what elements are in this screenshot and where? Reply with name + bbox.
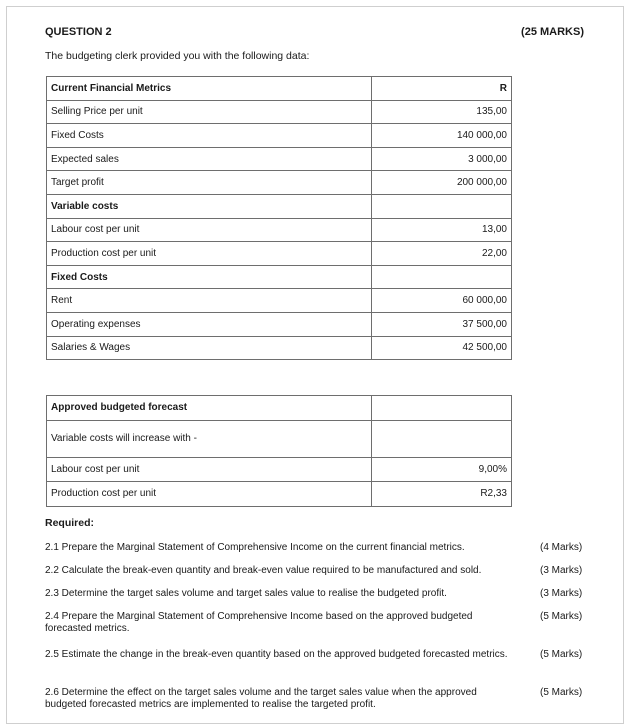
row-value: 9,00%: [372, 457, 512, 482]
section-label: Variable costs: [47, 194, 372, 218]
row-label: Fixed Costs: [47, 124, 372, 148]
table-row: [47, 482, 512, 507]
table-header-label: Approved budgeted forecast: [47, 396, 372, 421]
table-row: [47, 336, 512, 360]
question-2-3: 2.3 Determine the target sales volume and target sales value to realise the budgeted profit.: [45, 588, 447, 599]
row-label: Rent: [47, 289, 372, 313]
intro-text: The budgeting clerk provided you with the following data:: [45, 50, 310, 62]
row-value: 42 500,00: [372, 336, 512, 360]
row-value: [372, 265, 512, 289]
row-value: 140 000,00: [372, 124, 512, 148]
row-label: Salaries & Wages: [47, 336, 372, 360]
row-value: [372, 194, 512, 218]
row-label: Variable costs will increase with -: [47, 420, 372, 457]
table-row: [47, 147, 512, 171]
table-header-currency: R: [372, 77, 512, 101]
question-2-4-marks: (5 Marks): [540, 611, 583, 622]
required-heading: Required:: [45, 517, 95, 529]
row-value: 37 500,00: [372, 312, 512, 336]
table-row: [47, 218, 512, 242]
question-2-6: 2.6 Determine the effect on the target sales volume and the target sales value when the approved budgeted forecasted metrics are implemented to realise the targeted profit.: [45, 687, 477, 710]
table-row: [47, 171, 512, 195]
question-2-5: 2.5 Estimate the change in the break-even quantity based on the approved budgeted forecasted metrics.: [45, 649, 508, 660]
row-label: Labour cost per unit: [47, 218, 372, 242]
row-value: 60 000,00: [372, 289, 512, 313]
row-value: 200 000,00: [372, 171, 512, 195]
question-title: QUESTION 2: [45, 26, 112, 38]
row-value: 13,00: [372, 218, 512, 242]
row-label: Production cost per unit: [47, 482, 372, 507]
question-2-5-marks: (5 Marks): [540, 649, 583, 660]
question-2-3-marks: (3 Marks): [540, 588, 583, 599]
table-row: [47, 457, 512, 482]
row-value: [372, 420, 512, 457]
table-row: [47, 312, 512, 336]
row-label: Labour cost per unit: [47, 457, 372, 482]
table-row: [47, 194, 512, 218]
row-value: 135,00: [372, 100, 512, 124]
question-2-4: 2.4 Prepare the Marginal Statement of Comprehensive Income based on the approved budgeted forecasted metrics.: [45, 611, 473, 634]
total-marks: (25 MARKS): [521, 26, 584, 38]
table-row: [47, 242, 512, 266]
row-value: R2,33: [372, 482, 512, 507]
table-row: [47, 265, 512, 289]
row-label: Target profit: [47, 171, 372, 195]
section-label: Fixed Costs: [47, 265, 372, 289]
financial-metrics-table: [46, 76, 512, 360]
table-row: [47, 100, 512, 124]
question-2-1-marks: (4 Marks): [540, 542, 583, 553]
table-row: [47, 77, 512, 101]
budgeted-forecast-table: [46, 395, 512, 507]
question-2-2: 2.2 Calculate the break-even quantity and break-even value required to be manufactured and sold.: [45, 565, 482, 576]
row-label: Production cost per unit: [47, 242, 372, 266]
row-value: [372, 396, 512, 421]
question-2-2-marks: (3 Marks): [540, 565, 583, 576]
table-row: [47, 396, 512, 421]
row-label: Selling Price per unit: [47, 100, 372, 124]
table-row: [47, 289, 512, 313]
table-row: [47, 420, 512, 457]
row-value: 3 000,00: [372, 147, 512, 171]
row-value: 22,00: [372, 242, 512, 266]
row-label: Expected sales: [47, 147, 372, 171]
question-2-1: 2.1 Prepare the Marginal Statement of Comprehensive Income on the current financial metrics.: [45, 542, 465, 553]
table-row: [47, 124, 512, 148]
question-2-6-marks: (5 Marks): [540, 687, 583, 698]
table-header-label: Current Financial Metrics: [47, 77, 372, 101]
row-label: Operating expenses: [47, 312, 372, 336]
